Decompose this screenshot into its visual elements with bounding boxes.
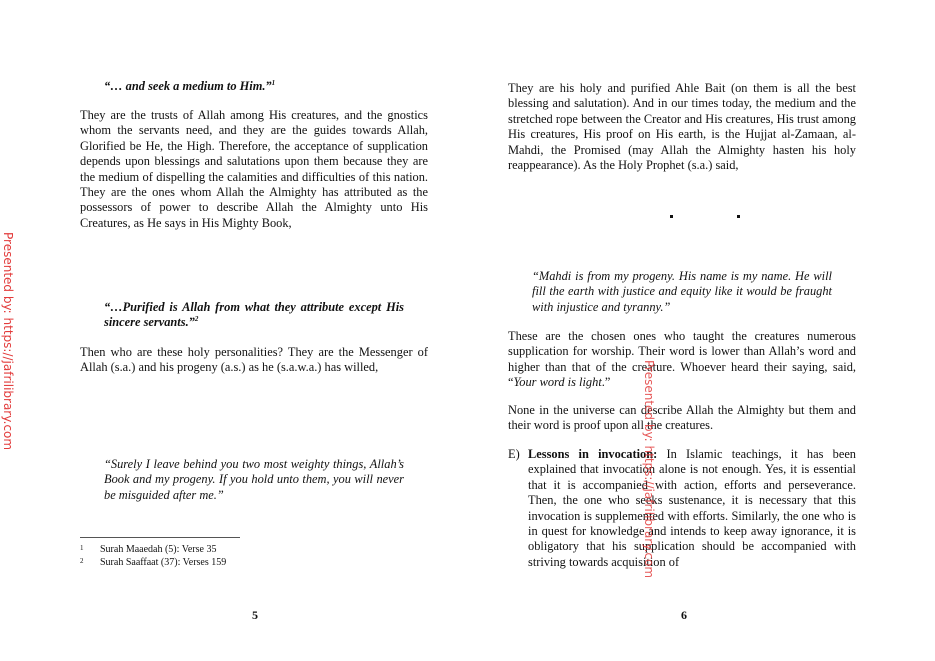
ornament-dot — [737, 215, 740, 218]
footnote-item: 2 Surah Saaffaat (37): Verses 159 — [80, 557, 227, 568]
page-number: 6 — [681, 608, 687, 622]
paragraph: None in the universe can describe Allah the Almighty but them and their word is proof upon all the creatures. — [508, 403, 856, 433]
paragraph: These are the chosen ones who taught the creatures numerous supplication for worship. Their word is lower than Allah’s word and higher than that of the creature. Whoever heard their saying, said, “Your word is light.” — [508, 329, 856, 390]
quote-medium: “… and seek a medium to Him.”$^1$ — [104, 78, 276, 93]
footnote-divider — [80, 537, 240, 538]
list-heading: Lessons in invocation: — [528, 447, 658, 461]
list-marker: E) — [508, 447, 520, 461]
paragraph: They are his holy and purified Ahle Bait (on them is all the best blessing and salutation). And in our times today, the medium and the stretched rope between the Creator and His creatures, His trust among His creatures, His proof on His earth, is the Hujjat al-Zamaan, al-Mahdi, the Promised (may Allah the Almighty hasten his holy reappearance). As the Holy Prophet (s.a.) said, — [508, 81, 856, 173]
footnote-item: 1 Surah Maaedah (5): Verse 35 — [80, 544, 217, 555]
quote-purified: “…Purified is Allah from what they attribute except His sincere servants.”$^2$ — [104, 300, 404, 330]
footnotes — [80, 543, 420, 569]
quote-mahdi: “Mahdi is from my progeny. His name is my name. He will fill the earth with justice and equity like it would be fraught with injustice and tyranny.” — [532, 269, 832, 314]
watermark-left: Presented by: https://jafrilibrary.com — [1, 232, 15, 451]
quote-two-weighty-things: “Surely I leave behind you two most weighty things, Allah’s Book and my progeny. If you hold unto them, you will never be misguided after me.” — [104, 457, 404, 502]
right-page — [467, 0, 935, 661]
left-page — [0, 0, 467, 661]
paragraph: They are the trusts of Allah among His creatures, and the gnostics whom the servants need, and they are the guides towards Allah, Glorified be He, the High. Therefore, the acceptance of supplication depends upon blessings and salutations upon them because they are the medium of dispelling the calamities and difficulties of this nation. They are the ones whom Allah the Almighty has attributed as the possessors of power to describe Allah the Almighty unto His Creatures, as He says in His Mighty Book, — [80, 108, 428, 230]
footnote-ref: 2 — [194, 315, 199, 324]
watermark-center: Presented by: https://jafrilibrary.com — [642, 360, 656, 579]
footnote-ref: 1 — [271, 78, 276, 87]
list-item-lessons: Lessons in invocation: In Islamic teachings, it has been explained that invocation alone is not enough. Yes, it is essential that it is accompanied with action, efforts and perseverance. Then, the one who seeks sustenance, it is necessary that this invocation is supplemented with efforts. Similarly, the one who is in quest for knowledge and intends to keep away ignorance, it is obligatory that his supplication should be accompanied with striving towards acquisition of — [528, 447, 857, 569]
page-number: 5 — [252, 608, 258, 622]
paragraph: Then who are these holy personalities? They are the Messenger of Allah (s.a.) and his progeny (a.s.) as he (s.a.w.a.) has willed, — [80, 345, 428, 375]
ornament-dot — [670, 215, 673, 218]
